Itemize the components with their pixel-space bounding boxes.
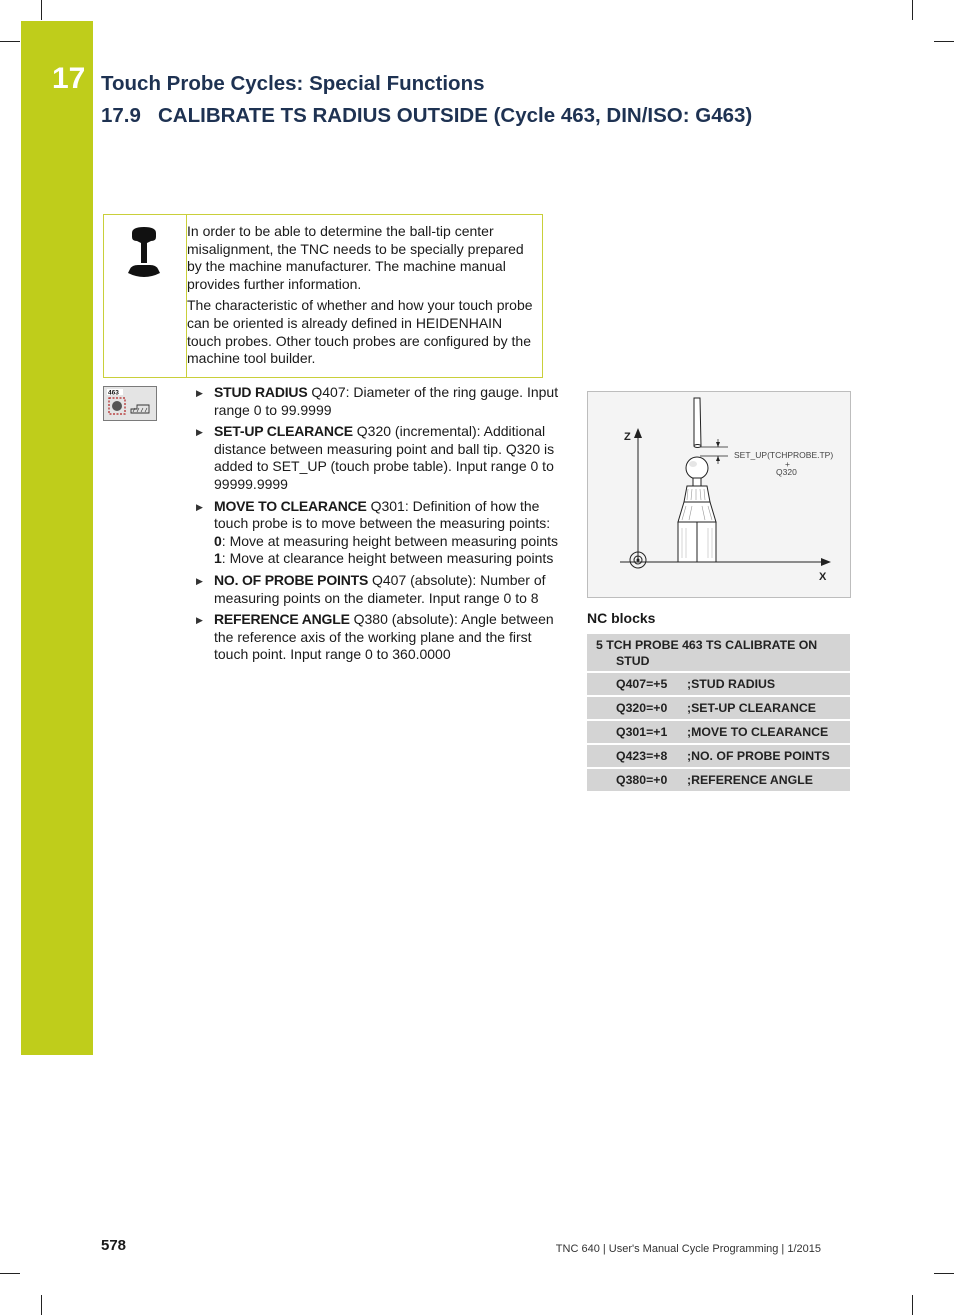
arrow-right-icon: ▶ — [196, 501, 203, 512]
list-item — [194, 498, 560, 568]
crop-mark — [0, 1273, 20, 1274]
nc-param: Q407=+5 — [616, 677, 668, 691]
probe-figure — [587, 391, 851, 598]
table-row — [587, 673, 850, 695]
nc-comment: ;MOVE TO CLEARANCE — [687, 725, 829, 739]
arrow-right-icon: ▶ — [196, 427, 203, 438]
note-text — [187, 223, 533, 372]
nc-comment: ;SET-UP CLEARANCE — [687, 701, 816, 715]
nc-blocks-title: NC blocks — [587, 610, 656, 626]
softkey-label: 463 — [108, 389, 119, 397]
option-text: : Move at measuring height between measuring points — [221, 532, 558, 549]
nc-param: Q423=+8 — [616, 749, 668, 763]
param-description: Q407: Diameter of the ring gauge. Input range 0 to 99.9999 — [214, 384, 559, 418]
crop-mark — [934, 41, 954, 42]
note-paragraph: The characteristic of whether and how your touch probe can be oriented is already defined in HEIDENHAIN touch probes. Other touch probes are configured by the machine tool builder. — [187, 297, 533, 367]
param-description: Q407 (absolute): Number of measuring points on the diameter. Input range 0 to 8 — [214, 571, 546, 606]
option-key: 1 — [214, 550, 222, 567]
nc-param: Q301=+1 — [616, 725, 668, 739]
chapter-number: 17 — [52, 62, 86, 95]
cycle-463-softkey[interactable] — [103, 386, 157, 421]
option-key: 0 — [214, 532, 222, 549]
list-item — [194, 572, 560, 607]
page-number: 578 — [101, 1237, 127, 1254]
axis-label-x: X — [819, 571, 827, 583]
param-description: Q320 (incremental): Additional distance between measuring point and ball tip. Q320 is added to SET_UP (touch probe table). Input range 0 to 99999.9999 — [214, 423, 555, 492]
plus-label: + — [785, 459, 790, 469]
nc-comment: ;NO. OF PROBE POINTS — [687, 749, 830, 763]
table-row — [587, 697, 850, 719]
crop-mark — [912, 0, 913, 20]
nc-comment: ;REFERENCE ANGLE — [687, 773, 813, 787]
section-title: CALIBRATE TS RADIUS OUTSIDE (Cycle 463, DIN/ISO: G463) — [158, 104, 753, 127]
nc-param: Q380=+0 — [616, 773, 668, 787]
arrow-right-icon: ▶ — [196, 575, 203, 586]
param-description: Q301: Definition of how the touch probe is to move between the measuring points: — [214, 497, 551, 532]
table-row — [587, 769, 850, 791]
q320-label: Q320 — [776, 467, 797, 477]
chapter-tab — [21, 21, 93, 1055]
param-keyword: SET-UP CLEARANCE — [214, 423, 353, 440]
param-description: Q380 (absolute): Angle between the reference axis of the working plane and the first touch point. Input range 0 to 360.0000 — [214, 611, 554, 663]
machine-note — [103, 214, 543, 378]
param-keyword: REFERENCE ANGLE — [214, 611, 350, 628]
machine-icon — [124, 225, 164, 281]
crop-mark — [934, 1273, 954, 1274]
note-paragraph: In order to be able to determine the ball-tip center misalignment, the TNC needs to be specially prepared by the machine manufacturer. The machine manual provides further information. — [187, 223, 524, 292]
param-keyword: STUD RADIUS — [214, 384, 308, 400]
arrow-right-icon: ▶ — [196, 615, 203, 626]
list-item — [194, 384, 560, 419]
param-keyword: NO. OF PROBE POINTS — [214, 571, 369, 588]
param-keyword: MOVE TO CLEARANCE — [214, 497, 367, 514]
table-row — [587, 721, 850, 743]
section-number: 17.9 — [101, 104, 141, 127]
chapter-title: Touch Probe Cycles: Special Functions — [101, 72, 485, 95]
nc-header-line: 5 TCH PROBE 463 TS CALIBRATE ON — [596, 638, 818, 652]
softkey-graphic-icon — [104, 387, 156, 420]
section-heading — [101, 104, 752, 128]
list-item — [194, 423, 560, 493]
crop-mark — [0, 41, 20, 42]
probe-diagram — [588, 392, 850, 597]
crop-mark — [912, 1295, 913, 1315]
parameter-list — [194, 384, 560, 668]
axis-label-z: Z — [624, 431, 631, 443]
nc-blocks-table — [587, 634, 850, 793]
table-row — [587, 745, 850, 767]
crop-mark — [41, 0, 42, 20]
nc-param: Q320=+0 — [616, 701, 668, 715]
crop-mark — [41, 1295, 42, 1315]
list-item — [194, 611, 560, 664]
footer-text: TNC 640 | User's Manual Cycle Programming | 1/2015 — [555, 1243, 821, 1255]
option-text: : Move at clearance height between measuring points — [221, 550, 554, 567]
nc-header-line: STUD — [616, 654, 650, 668]
arrow-right-icon: ▶ — [196, 388, 203, 398]
setup-label: SET_UP(TCHPROBE.TP) — [734, 450, 834, 460]
nc-header-row — [587, 634, 850, 671]
nc-comment: ;STUD RADIUS — [687, 677, 776, 691]
